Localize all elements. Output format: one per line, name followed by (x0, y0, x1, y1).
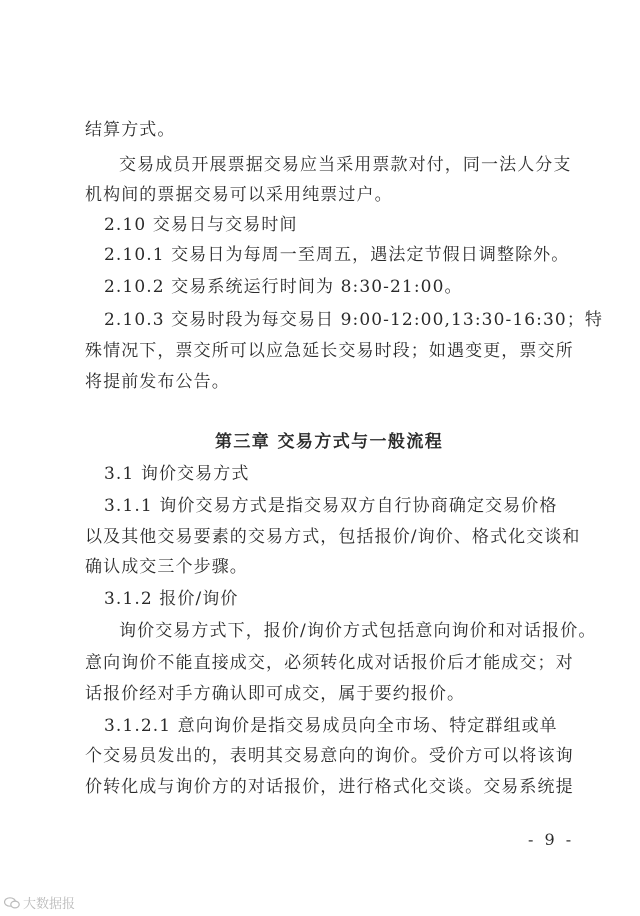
text-line: 殊情况下，票交所可以应急延长交易时段；如遇变更，票交所 (85, 341, 574, 361)
wechat-icon (4, 897, 20, 909)
watermark-text: 大数据报 (23, 897, 76, 912)
text-line: 2.10.3 交易时段为每交易日 9:00-12:00,13:30-16:30；特 (104, 310, 604, 330)
section-heading: 2.10 交易日与交易时间 (104, 215, 298, 235)
text-line: 意向询价不能直接成交，必须转化成对话报价后才能成交；对 (85, 653, 574, 673)
page-number: - 9 - (528, 830, 575, 849)
text-line: 2.10.2 交易系统运行时间为 8:30-21:00。 (104, 277, 463, 297)
section-heading: 3.1.2 报价/询价 (104, 589, 239, 609)
text-line: 个交易员发出的，表明其交易意向的询价。受价方可以将该询 (85, 746, 574, 766)
section-heading: 3.1 询价交易方式 (104, 464, 250, 484)
text-line: 3.1.1 询价交易方式是指交易双方自行协商确定交易价格 (104, 496, 558, 516)
text-line: 3.1.2.1 意向询价是指交易成员向全市场、特定群组或单 (104, 716, 558, 736)
text-line: 确认成交三个步骤。 (85, 557, 248, 577)
text-line: 将提前发布公告。 (85, 372, 230, 392)
text-line: 结算方式。 (85, 120, 176, 140)
text-line: 机构间的票据交易可以采用纯票过户。 (85, 185, 393, 205)
chapter-heading: 第三章 交易方式与一般流程 (215, 432, 444, 452)
text-line: 询价交易方式下，报价/询价方式包括意向询价和对话报价。 (119, 621, 597, 641)
text-line: 话报价经对手方确认即可成交，属于要约报价。 (85, 684, 466, 704)
text-line: 2.10.1 交易日为每周一至周五，遇法定节假日调整除外。 (104, 245, 570, 265)
watermark (4, 893, 75, 912)
text-line: 价转化成与询价方的对话报价，进行格式化交谈。交易系统提 (85, 777, 574, 797)
text-line: 以及其他交易要素的交易方式，包括报价/询价、格式化交谈和 (85, 527, 581, 547)
text-line: 交易成员开展票据交易应当采用票款对付，同一法人分支 (119, 155, 572, 175)
